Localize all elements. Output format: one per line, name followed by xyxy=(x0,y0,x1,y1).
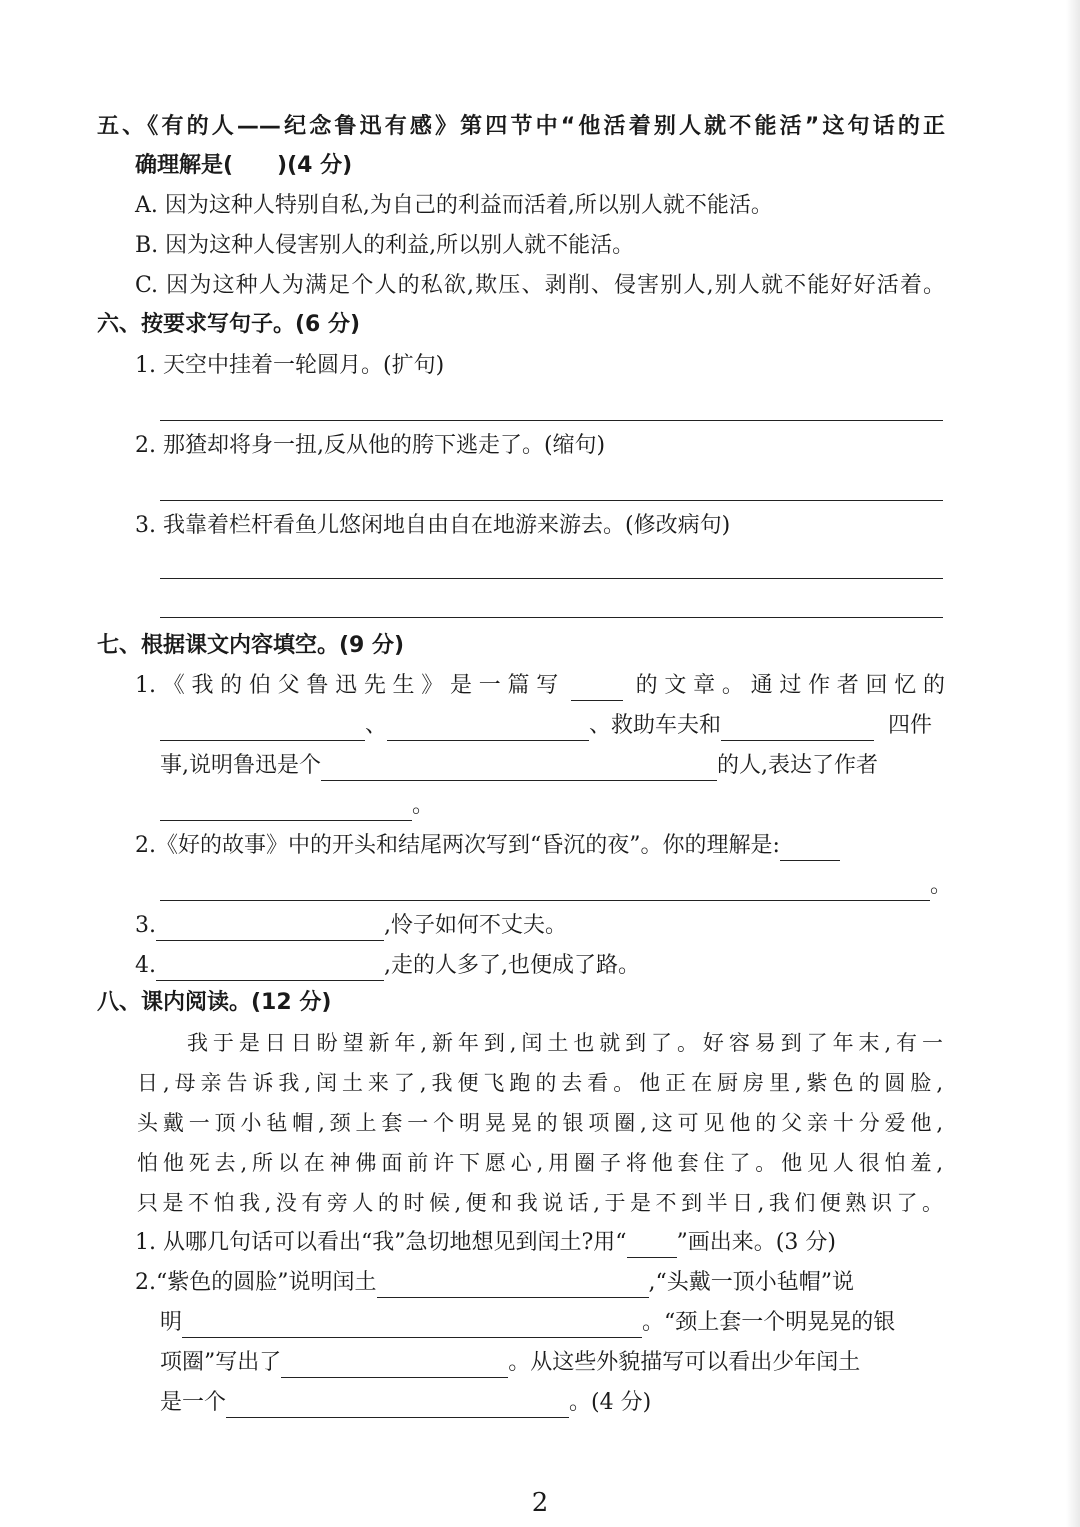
question-8-2-line2 xyxy=(160,1308,895,1338)
blank-8-2-d[interactable] xyxy=(226,1393,569,1418)
question-8-2-text: 项圈”写出了 xyxy=(160,1350,282,1375)
option-b: B. 因为这种人侵害别人的利益,所以别人就不能活。 xyxy=(135,233,635,258)
answer-line-6-2[interactable] xyxy=(160,500,943,501)
question-7-1-text: 四件 xyxy=(888,713,933,738)
question-8-2-text: 。“颈上套一个明晃晃的银 xyxy=(642,1310,896,1335)
question-8-1-text: ”画出来。(3 分) xyxy=(676,1230,836,1255)
blank-8-2-b[interactable] xyxy=(182,1313,642,1338)
question-8-1-text: 1. 从哪几句话可以看出“我”急切地想见到闰土?用“ xyxy=(135,1230,627,1255)
question-8-2-line1 xyxy=(135,1268,854,1298)
question-8-2-text: 明 xyxy=(160,1310,183,1335)
question-7-2-line2 xyxy=(160,871,952,901)
underline-sample xyxy=(627,1233,677,1258)
punct: 。 xyxy=(930,873,953,898)
question-6-2: 2. 那猹却将身一扭,反从他的胯下逃走了。(缩句) xyxy=(135,433,606,458)
section-6-heading: 六、按要求写句子。(6 分) xyxy=(97,312,361,337)
blank-7-1-e[interactable] xyxy=(321,756,717,781)
question-7-1-line3 xyxy=(160,751,878,781)
blank-8-2-a[interactable] xyxy=(377,1273,649,1298)
question-7-1-line4 xyxy=(160,791,434,821)
question-8-2-text: 。(4 分) xyxy=(569,1390,652,1415)
question-7-1-text: 的人,表达了作者 xyxy=(717,753,878,778)
question-7-1-text: 、救助车夫和 xyxy=(589,713,722,738)
passage-line: 日,母亲告诉我,闰土来了,我便飞跑的去看。他正在厨房里,紫色的圆脸, xyxy=(137,1071,943,1095)
section-5-heading-text: 确理解是( )(4 分) xyxy=(135,153,353,178)
section-7-heading: 七、根据课文内容填空。(9 分) xyxy=(97,633,405,658)
question-7-1-text: 的文章。通过作者回忆的 xyxy=(628,673,945,698)
question-7-4 xyxy=(135,951,640,981)
question-6-3: 3. 我靠着栏杆看鱼儿悠闲地自由自在地游来游去。(修改病句) xyxy=(135,513,731,538)
option-c: C. 因为这种人为满足个人的私欲,欺压、剥削、侵害别人,别人就不能好好活着。 xyxy=(135,273,945,298)
question-8-2-line4 xyxy=(160,1388,651,1418)
question-number: 3. xyxy=(135,913,156,938)
punct: 。 xyxy=(412,793,435,818)
question-7-3 xyxy=(135,911,567,941)
question-number: 4. xyxy=(135,953,156,978)
question-7-1-text: 事,说明鲁迅是个 xyxy=(160,753,321,778)
answer-line-6-1[interactable] xyxy=(160,420,943,421)
question-8-1 xyxy=(135,1228,836,1258)
question-8-2-text: ,“头戴一顶小毡帽”说 xyxy=(648,1270,854,1295)
question-7-1-line1 xyxy=(135,671,945,701)
blank-7-4[interactable] xyxy=(156,956,384,981)
question-6-1: 1. 天空中挂着一轮圆月。(扩句) xyxy=(135,353,445,378)
question-7-4-text: ,走的人多了,也便成了路。 xyxy=(384,953,640,978)
answer-line-6-3b[interactable] xyxy=(160,617,943,618)
blank-7-1-d[interactable] xyxy=(721,716,874,741)
blank-7-1-a[interactable] xyxy=(571,676,623,701)
option-a: A. 因为这种人特别自私,为自己的利益而活着,所以别人就不能活。 xyxy=(135,193,773,218)
passage-line: 头戴一顶小毡帽,颈上套一个明晃晃的银项圈,这可见他的父亲十分爱他, xyxy=(137,1111,943,1135)
passage-line: 我于是日日盼望新年,新年到,闰土也就到了。好容易到了年末,有一 xyxy=(187,1031,943,1055)
section-5-heading-cont xyxy=(135,151,352,181)
blank-7-1-b[interactable] xyxy=(160,716,365,741)
blank-7-2-a[interactable] xyxy=(780,836,840,861)
section-8-heading: 八、课内阅读。(12 分) xyxy=(97,990,332,1015)
question-8-2-text: 。从这些外貌描写可以看出少年闰土 xyxy=(508,1350,861,1375)
question-8-2-line3 xyxy=(160,1348,860,1378)
passage-line: 怕他死去,所以在神佛面前许下愿心,用圈子将他套住了。他见人很怕羞, xyxy=(137,1151,943,1175)
question-7-2-line1 xyxy=(135,831,840,861)
blank-8-2-c[interactable] xyxy=(281,1353,508,1378)
blank-7-1-f[interactable] xyxy=(160,796,412,821)
passage-line: 只是不怕我,没有旁人的时候,便和我说话,于是不到半日,我们便熟识了。 xyxy=(137,1191,943,1215)
question-7-2-text: 2.《好的故事》中的开头和结尾两次写到“昏沉的夜”。你的理解是: xyxy=(135,833,780,858)
question-7-3-text: ,怜子如何不丈夫。 xyxy=(384,913,567,938)
section-5-heading: 五、《有的人——纪念鲁迅有感》第四节中“他活着别人就不能活”这句话的正 xyxy=(97,114,945,139)
question-7-1-line2 xyxy=(160,711,945,741)
question-7-1-text: 1.《我的伯父鲁迅先生》是一篇写 xyxy=(135,673,565,698)
answer-line-6-3a[interactable] xyxy=(160,578,943,579)
blank-7-1-c[interactable] xyxy=(387,716,589,741)
punct: 、 xyxy=(365,713,388,738)
blank-7-3[interactable] xyxy=(156,916,384,941)
question-8-2-text: 是一个 xyxy=(160,1390,227,1415)
question-8-2-text: 2.“紫色的圆脸”说明闰土 xyxy=(135,1270,377,1295)
page-edge-shadow xyxy=(1066,0,1080,1527)
page-number: 2 xyxy=(531,1488,549,1518)
blank-7-2-b[interactable] xyxy=(160,876,930,901)
